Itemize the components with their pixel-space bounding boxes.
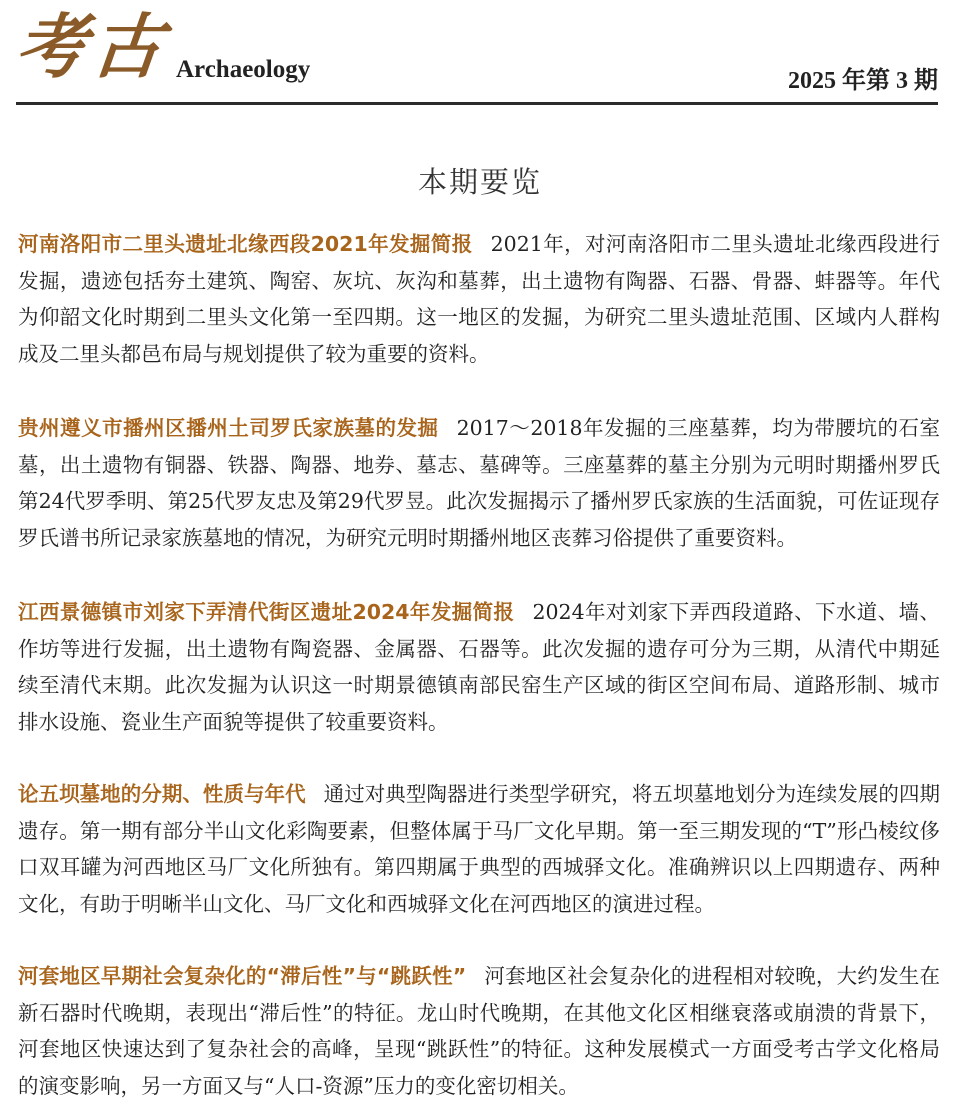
- section-title: 本期要览: [417, 165, 542, 199]
- article-summary: 2017～2018年发掘的三座墓葬，均为带腰坑的石室墓，出土遗物有铜器、铁器、陶器、地券、墓志、墓碑等。三座墓葬的墓主分别为元明时期播州罗氏第24代罗季明、第25代罗友忠及第29代罗昱。此次发掘揭示了播州罗氏家族的生活面貌，可佐证现存罗氏谱书所记录家族墓地的情况，为研究元明时期播州地区丧葬习俗提供了重要资料。: [18, 416, 940, 550]
- header-divider: [16, 102, 938, 105]
- article-item: [18, 226, 940, 372]
- article-summary: 2024年对刘家下弄西段道路、下水道、墙、作坊等进行发掘，出土遗物有陶瓷器、金属器、石器等。此次发掘的遗存可分为三期，从清代中期延续至清代末期。此次发掘为认识这一时期景德镇南部民窑生产区域的街区空间布局、道路形制、城市排水设施、瓷业生产面貌等提供了较重要资料。: [18, 600, 940, 734]
- article-title[interactable]: 江西景德镇市刘家下弄清代街区遗址2024年发掘简报: [18, 600, 515, 624]
- issue-number: 2025 年第 3 期: [788, 68, 938, 94]
- article-title[interactable]: 论五坝墓地的分期、性质与年代: [18, 782, 306, 806]
- article-list: [18, 226, 940, 1104]
- article-title[interactable]: 贵州遵义市播州区播州土司罗氏家族墓的发掘: [18, 416, 439, 440]
- journal-header: [11, 0, 938, 106]
- article-summary: 通过对典型陶器进行类型学研究，将五坝墓地划分为连续发展的四期遗存。第一期有部分半山文化彩陶要素，但整体属于马厂文化早期。第一至三期发现的“T”形凸棱纹侈口双耳罐为河西地区马厂文化所独有。第四期属于典型的西城驿文化。准确辨识以上四期遗存、两种文化，有助于明晰半山文化、马厂文化和西城驿文化在河西地区的演进过程。: [18, 782, 941, 916]
- article-item: [18, 410, 940, 556]
- article-item: [18, 958, 940, 1104]
- article-title[interactable]: 河套地区早期社会复杂化的“滞后性”与“跳跃性”: [18, 964, 467, 988]
- article-summary: 河套地区社会复杂化的进程相对较晚，大约发生在新石器时代晚期，表现出“滞后性”的特征。龙山时代晚期，在其他文化区相继衰落或崩溃的背景下，河套地区快速达到了复杂社会的高峰，呈现“跳跃性”的特征。这种发展模式一方面受考古学文化格局的演变影响，另一方面又与“人口-资源”压力的变化密切相关。: [18, 964, 940, 1098]
- journal-logo: 考古: [11, 5, 173, 88]
- article-item: [18, 776, 940, 922]
- article-title[interactable]: 河南洛阳市二里头遗址北缘西段2021年发掘简报: [18, 232, 473, 256]
- journal-english-name: Archaeology: [176, 56, 311, 83]
- article-summary: 2021年，对河南洛阳市二里头遗址北缘西段进行发掘，遗迹包括夯土建筑、陶窑、灰坑、灰沟和墓葬，出土遗物有陶器、石器、骨器、蚌器等。年代为仰韶文化时期到二里头文化第一至四期。这一地区的发掘，为研究二里头遗址范围、区域内人群构成及二里头都邑布局与规划提供了较为重要的资料。: [18, 232, 940, 366]
- article-item: [18, 594, 940, 740]
